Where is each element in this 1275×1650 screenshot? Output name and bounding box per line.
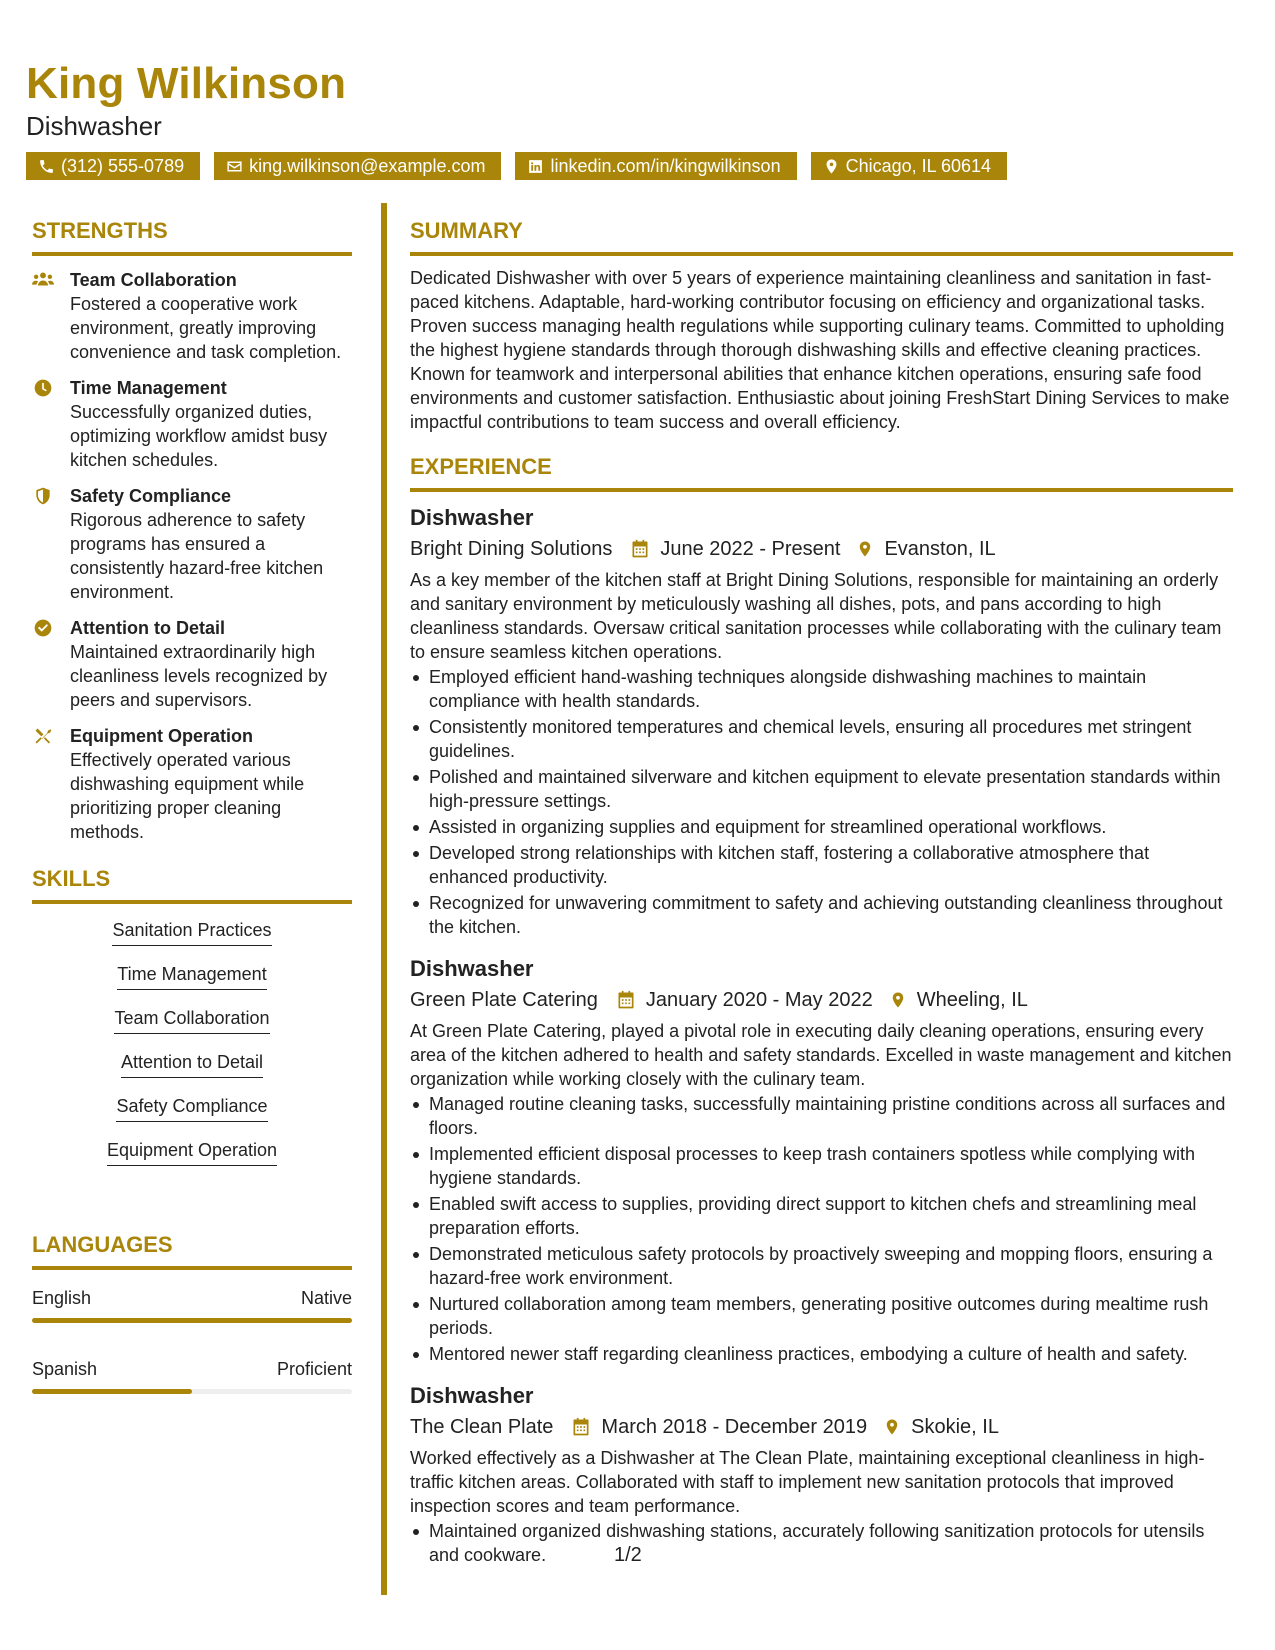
location-pin-icon xyxy=(823,158,840,175)
linkedin-icon xyxy=(527,158,544,175)
section-rule xyxy=(32,1266,352,1270)
job-bullet: Recognized for unwavering commitment to safety and achieving outstanding cleanliness throughout the kitchen. xyxy=(410,891,1233,939)
column-divider xyxy=(381,203,387,1595)
job-bullet: Employed efficient hand-washing techniques alongside dishwashing machines to maintain compliance with health standards. xyxy=(410,665,1233,713)
section-rule xyxy=(32,900,352,904)
strength-desc: Fostered a cooperative work environment, greatly improving convenience and task completion. xyxy=(70,294,342,362)
strength-title: Team Collaboration xyxy=(70,270,237,290)
language-level: Proficient xyxy=(276,1359,352,1379)
summary-text: Dedicated Dishwasher with over 5 years of experience maintaining cleanliness and sanitation in fast-paced kitchens. Adaptable, hard-working contributor focusing on efficiency and organizational tasks. Proven success managing health regulations while supporting culinary teams. Committed to upholding the highest hygiene standards through thorough dishwashing skills and effective cleaning practices. Known for teamwork and interpersonal abilities that enhance kitchen operations, ensuring safe food environments and customer satisfaction. Enthusiastic about joining FreshStart Dining Services to make impactful contributions to team success and overall efficiency. xyxy=(410,268,1230,432)
job-dates: June 2022 - Present xyxy=(660,538,841,560)
job-bullet: Demonstrated meticulous safety protocols by proactively sweeping and mopping floors, ensuring a hazard-free work environment. xyxy=(410,1242,1233,1290)
skill-item: Attention to Detail xyxy=(121,1050,263,1078)
job-entry xyxy=(410,1382,1233,1567)
strengths-section xyxy=(32,216,352,844)
users-icon xyxy=(32,270,54,290)
strength-desc: Effectively operated various dishwashing equipment while prioritizing proper cleaning methods. xyxy=(70,750,305,842)
job-location: Evanston, IL xyxy=(884,538,996,560)
job-bullet: Managed routine cleaning tasks, successfully maintaining pristine conditions across all surfaces and floors. xyxy=(410,1092,1233,1140)
job-bullet: Developed strong relationships with kitchen staff, fostering a collaborative atmosphere that enhanced productivity. xyxy=(410,841,1233,889)
summary-heading: SUMMARY xyxy=(410,218,523,243)
strength-item xyxy=(32,484,352,604)
candidate-title: Dishwasher xyxy=(26,111,162,141)
skill-item: Time Management xyxy=(117,962,266,990)
job-bullet: Mentored newer staff regarding cleanliness practices, embodying a culture of health and safety. xyxy=(410,1342,1233,1366)
job-bullet: Enabled swift access to supplies, providing direct support to kitchen chefs and streamlining meal preparation efforts. xyxy=(410,1192,1233,1240)
candidate-name: King Wilkinson xyxy=(26,59,347,108)
contact-location xyxy=(811,152,1007,180)
skills-section xyxy=(32,864,352,1182)
calendar-icon xyxy=(616,990,636,1010)
job-entry xyxy=(410,504,1233,939)
language-level: Native xyxy=(300,1288,352,1308)
contact-bar xyxy=(26,152,1007,180)
strength-item xyxy=(32,376,352,472)
job-bullets xyxy=(410,1092,1233,1366)
summary-section xyxy=(410,216,1233,434)
section-rule xyxy=(410,488,1233,492)
contact-phone-text: (312) 555-0789 xyxy=(61,155,185,176)
tools-icon xyxy=(32,726,54,746)
contact-location-text: Chicago, IL 60614 xyxy=(845,155,992,176)
job-company: Bright Dining Solutions xyxy=(410,538,613,560)
clock-icon xyxy=(32,378,54,398)
strength-item xyxy=(32,268,352,364)
job-description: As a key member of the kitchen staff at Bright Dining Solutions, responsible for maintaining an orderly and sanitary environment by meticulously washing all dishes, pots, and pans according to high cleanliness standards. Oversaw critical sanitation processes while collaborating with the culinary team to ensure seamless kitchen operations. xyxy=(410,570,1222,662)
strength-title: Attention to Detail xyxy=(70,618,225,638)
strengths-heading: STRENGTHS xyxy=(32,218,168,243)
job-bullets xyxy=(410,665,1233,939)
job-location: Wheeling, IL xyxy=(916,989,1028,1011)
job-bullet: Consistently monitored temperatures and chemical levels, ensuring all procedures met stringent guidelines. xyxy=(410,715,1233,763)
language-bar xyxy=(32,1389,352,1394)
language-item xyxy=(32,1286,352,1323)
job-company: The Clean Plate xyxy=(410,1416,554,1438)
job-bullet: Maintained organized dishwashing stations, accurately following sanitization protocols for utensils and cookware. xyxy=(410,1519,1233,1567)
page-number: 1/2 xyxy=(614,1544,642,1566)
strength-title: Safety Compliance xyxy=(70,486,232,506)
job-dates: January 2020 - May 2022 xyxy=(645,989,873,1011)
skills-heading: SKILLS xyxy=(32,866,111,891)
language-bar xyxy=(32,1318,352,1323)
location-pin-icon xyxy=(883,1416,901,1438)
calendar-icon xyxy=(630,539,650,559)
job-description: Worked effectively as a Dishwasher at The Clean Plate, maintaining exceptional cleanliness in high-traffic kitchen areas. Collaborated with staff to implement new sanitation protocols that improved inspection scores and team performance. xyxy=(410,1448,1205,1516)
experience-section xyxy=(410,452,1233,1567)
job-dates: March 2018 - December 2019 xyxy=(601,1416,868,1438)
contact-email-text: king.wilkinson@example.com xyxy=(249,155,486,176)
skill-item: Sanitation Practices xyxy=(112,918,271,946)
job-meta xyxy=(410,534,1233,564)
shield-icon xyxy=(32,486,54,506)
section-rule xyxy=(32,252,352,256)
strength-desc: Successfully organized duties, optimizing workflow amidst busy kitchen schedules. xyxy=(70,402,328,470)
job-meta xyxy=(410,985,1233,1015)
phone-icon xyxy=(38,158,55,175)
location-pin-icon xyxy=(856,538,874,560)
job-description: At Green Plate Catering, played a pivotal role in executing daily cleaning operations, ensuring every area of the kitchen adhered to health and safety standards. Excelled in waste management and kitchen organization while working closely with the culinary team. xyxy=(410,1021,1232,1089)
language-bar-fill xyxy=(32,1389,192,1394)
job-bullet: Assisted in organizing supplies and equipment for streamlined operational workflows. xyxy=(410,815,1233,839)
job-bullets xyxy=(410,1519,1233,1567)
languages-heading: LANGUAGES xyxy=(32,1232,173,1257)
job-company: Green Plate Catering xyxy=(410,989,598,1011)
language-item xyxy=(32,1357,352,1394)
envelope-icon xyxy=(226,158,243,175)
skill-item: Equipment Operation xyxy=(107,1138,277,1166)
job-title: Dishwasher xyxy=(410,956,534,981)
job-entry xyxy=(410,955,1233,1366)
language-name: Spanish xyxy=(32,1359,98,1379)
check-circle-icon xyxy=(32,618,54,638)
job-bullet: Nurtured collaboration among team members, generating positive outcomes during mealtime rush periods. xyxy=(410,1292,1233,1340)
experience-heading: EXPERIENCE xyxy=(410,454,552,479)
job-title: Dishwasher xyxy=(410,505,534,530)
language-name: English xyxy=(32,1288,92,1308)
contact-linkedin[interactable] xyxy=(515,152,796,180)
contact-phone[interactable] xyxy=(26,152,200,180)
language-bar-fill xyxy=(32,1318,352,1323)
job-list xyxy=(410,504,1233,1567)
calendar-icon xyxy=(571,1417,591,1437)
job-bullet: Polished and maintained silverware and kitchen equipment to elevate presentation standards within high-pressure settings. xyxy=(410,765,1233,813)
strength-desc: Maintained extraordinarily high cleanliness levels recognized by peers and supervisors. xyxy=(70,642,328,710)
strength-title: Time Management xyxy=(70,378,227,398)
strength-item xyxy=(32,616,352,712)
job-location: Skokie, IL xyxy=(911,1416,999,1438)
contact-email[interactable] xyxy=(214,152,501,180)
job-meta xyxy=(410,1412,1233,1442)
strength-desc: Rigorous adherence to safety programs has ensured a consistently hazard-free kitchen environment. xyxy=(70,510,324,602)
left-column xyxy=(32,216,352,1394)
job-title: Dishwasher xyxy=(410,1383,534,1408)
strength-title: Equipment Operation xyxy=(70,726,254,746)
job-bullet: Implemented efficient disposal processes to keep trash containers spotless while complying with hygiene standards. xyxy=(410,1142,1233,1190)
languages-section xyxy=(32,1230,352,1394)
strength-item xyxy=(32,724,352,844)
right-column xyxy=(410,216,1233,1569)
skill-item: Team Collaboration xyxy=(114,1006,269,1034)
section-rule xyxy=(410,252,1233,256)
location-pin-icon xyxy=(889,989,907,1011)
skill-item: Safety Compliance xyxy=(116,1094,267,1122)
contact-linkedin-text: linkedin.com/in/kingwilkinson xyxy=(550,155,781,176)
